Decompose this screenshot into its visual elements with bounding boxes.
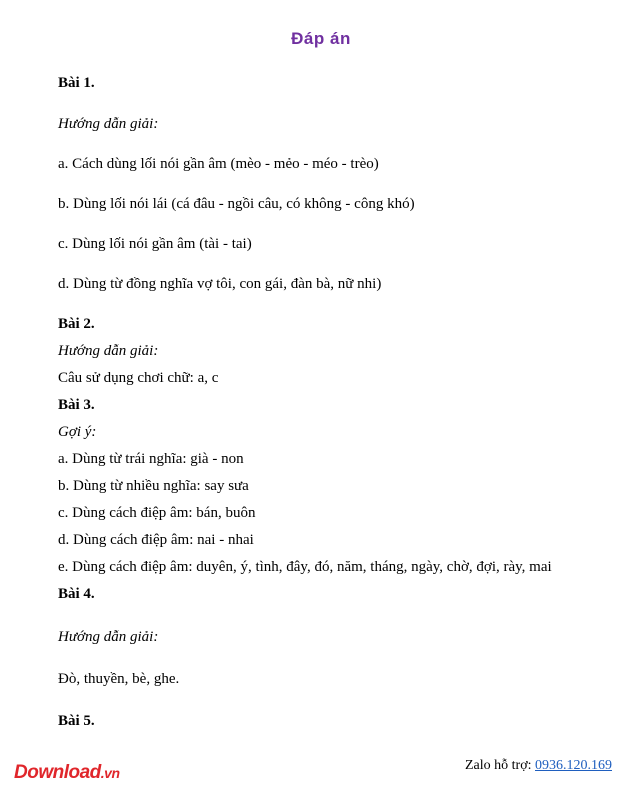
exercise-3-answer-c: c. Dùng cách điệp âm: bán, buôn [58,505,256,521]
exercise-3-answer-e: e. Dùng cách điệp âm: duyên, ý, tình, đây, đó, năm, tháng, ngày, chờ, đợi, rày, mai [58,559,552,575]
page-title: Đáp án [291,29,351,48]
exercise-1-guide-label: Hướng dẫn giải: [58,116,159,132]
exercise-3-hint-label: Gợi ý: [58,424,97,440]
zalo-support [465,758,612,774]
exercise-4-guide-label: Hướng dẫn giải: [58,629,159,645]
logo-suffix-text: .vn [100,765,120,781]
exercise-3-heading: Bài 3. [58,397,95,413]
exercise-1-answer-a: a. Cách dùng lối nói gần âm (mèo - mẻo - méo - trèo) [58,156,379,172]
exercise-3-answer-d: d. Dùng cách điệp âm: nai - nhai [58,532,254,548]
zalo-support-label: Zalo hỗ trợ: [465,758,535,773]
exercise-3-answer-a: a. Dùng từ trái nghĩa: già - non [58,451,244,467]
exercise-1-heading: Bài 1. [58,75,95,91]
exercise-2-heading: Bài 2. [58,316,95,332]
exercise-1-answer-d: d. Dùng từ đồng nghĩa vợ tôi, con gái, đàn bà, nữ nhi) [58,276,382,292]
exercise-1-answer-c: c. Dùng lối nói gần âm (tài - tai) [58,236,252,252]
exercise-2-answer: Câu sử dụng chơi chữ: a, c [58,370,219,386]
download-vn-logo [14,762,120,784]
exercise-1-answer-b: b. Dùng lối nói lái (cá đâu - ngồi câu, có không - công khó) [58,196,415,212]
exercise-4-heading: Bài 4. [58,586,95,602]
exercise-2-guide-label: Hướng dẫn giải: [58,343,159,359]
exercise-4-answer: Đò, thuyền, bè, ghe. [58,671,180,687]
exercise-3-answer-b: b. Dùng từ nhiều nghĩa: say sưa [58,478,249,494]
support-phone-link[interactable]: 0936.120.169 [535,758,612,773]
logo-main-text: Download [14,762,101,783]
exercise-5-heading: Bài 5. [58,713,95,729]
